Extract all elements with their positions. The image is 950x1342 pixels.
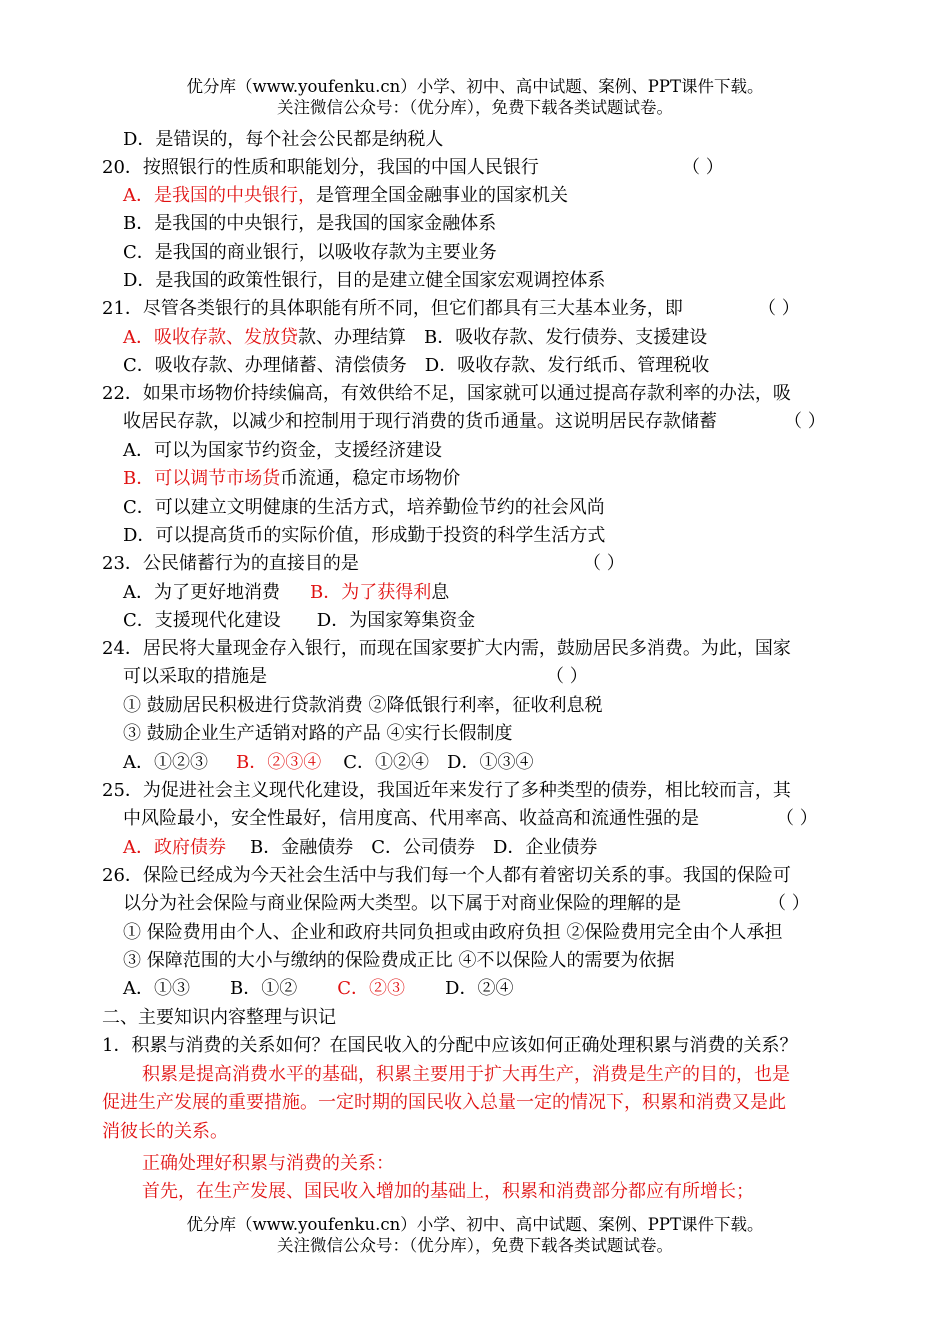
- q24-item-12: ① 鼓励居民积极进行贷款消费 ②降低银行利率，征收利息税: [123, 695, 603, 716]
- q20-paren: （ ）: [682, 157, 724, 178]
- q25-stem-2: 中风险最小，安全性最好，信用度高、代用率高、收益高和流通性强的是: [123, 808, 699, 829]
- q21-options-cd: C．吸收存款、办理储蓄、清偿债务 D．吸收存款、发行纸币、管理税收: [123, 355, 710, 376]
- answer-highlight: A．政府债券: [123, 837, 226, 858]
- q20-stem: 20．按照银行的性质和职能划分，我国的中国人民银行: [102, 157, 539, 178]
- q21-paren: （ ）: [758, 298, 800, 319]
- q24-paren: （ ）: [546, 666, 588, 687]
- answer-paragraph-2: 促进生产发展的重要措施。一定时期的国民收入总量一定的情况下，积累和消费又是此: [102, 1092, 786, 1113]
- answer-highlight: B．可以调节市场货: [123, 468, 281, 489]
- answer-highlight: A．吸收存款、发放贷: [123, 327, 298, 348]
- header-line-2: 关注微信公众号：（优分库），免费下载各类试题试卷。: [277, 98, 673, 117]
- q22-option-c: C．可以建立文明健康的生活方式，培养勤俭节约的社会风尚: [123, 497, 605, 518]
- knowledge-question-1: 1．积累与消费的关系如何？在国民收入的分配中应该如何正确处理积累与消费的关系？: [102, 1035, 798, 1056]
- footer-line-2: 关注微信公众号：（优分库），免费下载各类试题试卷。: [277, 1236, 673, 1255]
- q22-stem-2: 收居民存款，以减少和控制用于现行消费的货币通量。这说明居民存款储蓄: [123, 411, 717, 432]
- q22-paren: （ ）: [784, 411, 826, 432]
- page-footer: [0, 1214, 950, 1256]
- q19-option-d: D．是错误的，每个社会公民都是纳税人: [123, 129, 444, 150]
- answer-paragraph-1: 积累是提高消费水平的基础，积累主要用于扩大再生产，消费是生产的目的，也是: [142, 1064, 790, 1085]
- q25-options: A．政府债券 B．金融债券 C．公司债券 D．企业债券: [123, 837, 598, 858]
- q20-option-a: A．是我国的中央银行，是管理全国金融事业的国家机关: [123, 185, 568, 206]
- q26-paren: （ ）: [768, 893, 810, 914]
- q24-options: A．①②③ B．②③④ C．①②④ D．①③④: [123, 752, 534, 773]
- q25-stem-1: 25．为促进社会主义现代化建设，我国近年来发行了多种类型的债券，相比较而言，其: [102, 780, 791, 801]
- answer-highlight: B．为了获得利: [310, 582, 432, 603]
- section-heading: 二、主要知识内容整理与识记: [102, 1007, 336, 1028]
- answer-paragraph-3: 消彼长的关系。: [102, 1121, 228, 1142]
- q26-stem-1: 26．保险已经成为今天社会生活中与我们每一个人都有着密切关系的事。我国的保险可: [102, 865, 791, 886]
- q25-paren: （ ）: [776, 808, 818, 829]
- q23-options-ab: A．为了更好地消费 B．为了获得利息: [123, 582, 450, 603]
- q23-stem: 23．公民储蓄行为的直接目的是: [102, 553, 359, 574]
- q22-option-a: A．可以为国家节约资金，支援经济建设: [123, 440, 442, 461]
- q22-option-b: B．可以调节市场货币流通，稳定市场物价: [123, 468, 461, 489]
- answer-highlight: A．是我国的中央银行，: [123, 185, 316, 206]
- q21-options-ab: A．吸收存款、发放贷款、办理结算 B．吸收存款、发行债券、支援建设: [123, 327, 708, 348]
- q24-item-34: ③ 鼓励企业生产适销对路的产品 ④实行长假制度: [123, 723, 513, 744]
- q21-stem: 21．尽管各类银行的具体职能有所不同，但它们都具有三大基本业务，即: [102, 298, 683, 319]
- q20-option-d: D．是我国的政策性银行，目的是建立健全国家宏观调控体系: [123, 270, 606, 291]
- q23-options-cd: C．支援现代化建设 D．为国家筹集资金: [123, 610, 476, 631]
- q26-stem-2: 以分为社会保险与商业保险两大类型。以下属于对商业保险的理解的是: [123, 893, 681, 914]
- answer-highlight: C．②③: [337, 978, 406, 999]
- q22-stem-1: 22．如果市场物价持续偏高，有效供给不足，国家就可以通过提高存款利率的办法，吸: [102, 383, 791, 404]
- q20-option-c: C．是我国的商业银行，以吸收存款为主要业务: [123, 242, 497, 263]
- q23-paren: （ ）: [583, 553, 625, 574]
- q24-stem-1: 24．居民将大量现金存入银行，而现在国家要扩大内需，鼓励居民多消费。为此，国家: [102, 638, 791, 659]
- q26-item-34: ③ 保障范围的大小与缴纳的保险费成正比 ④不以保险人的需要为依据: [123, 950, 675, 971]
- q26-options: A．①③ B．①② C．②③ D．②④: [123, 978, 514, 999]
- header-line-1: 优分库（www.youfenku.cn）小学、初中、高中试题、案例、PPT课件下载。: [186, 77, 764, 96]
- footer-line-1: 优分库（www.youfenku.cn）小学、初中、高中试题、案例、PPT课件下载。: [186, 1215, 764, 1234]
- q22-option-d: D．可以提高货币的实际价值，形成勤于投资的科学生活方式: [123, 525, 606, 546]
- answer-highlight: B．②③④: [236, 752, 322, 773]
- q26-item-12: ① 保险费用由个人、企业和政府共同负担或由政府负担 ②保险费用完全由个人承担: [123, 922, 783, 943]
- q24-stem-2: 可以采取的措施是: [123, 666, 267, 687]
- answer-subheading: 正确处理好积累与消费的关系：: [142, 1153, 394, 1174]
- page-header: [0, 76, 950, 118]
- answer-paragraph-4: 首先，在生产发展、国民收入增加的基础上，积累和消费部分都应有所增长；: [142, 1181, 754, 1202]
- q20-option-b: B．是我国的中央银行，是我国的国家金融体系: [123, 213, 497, 234]
